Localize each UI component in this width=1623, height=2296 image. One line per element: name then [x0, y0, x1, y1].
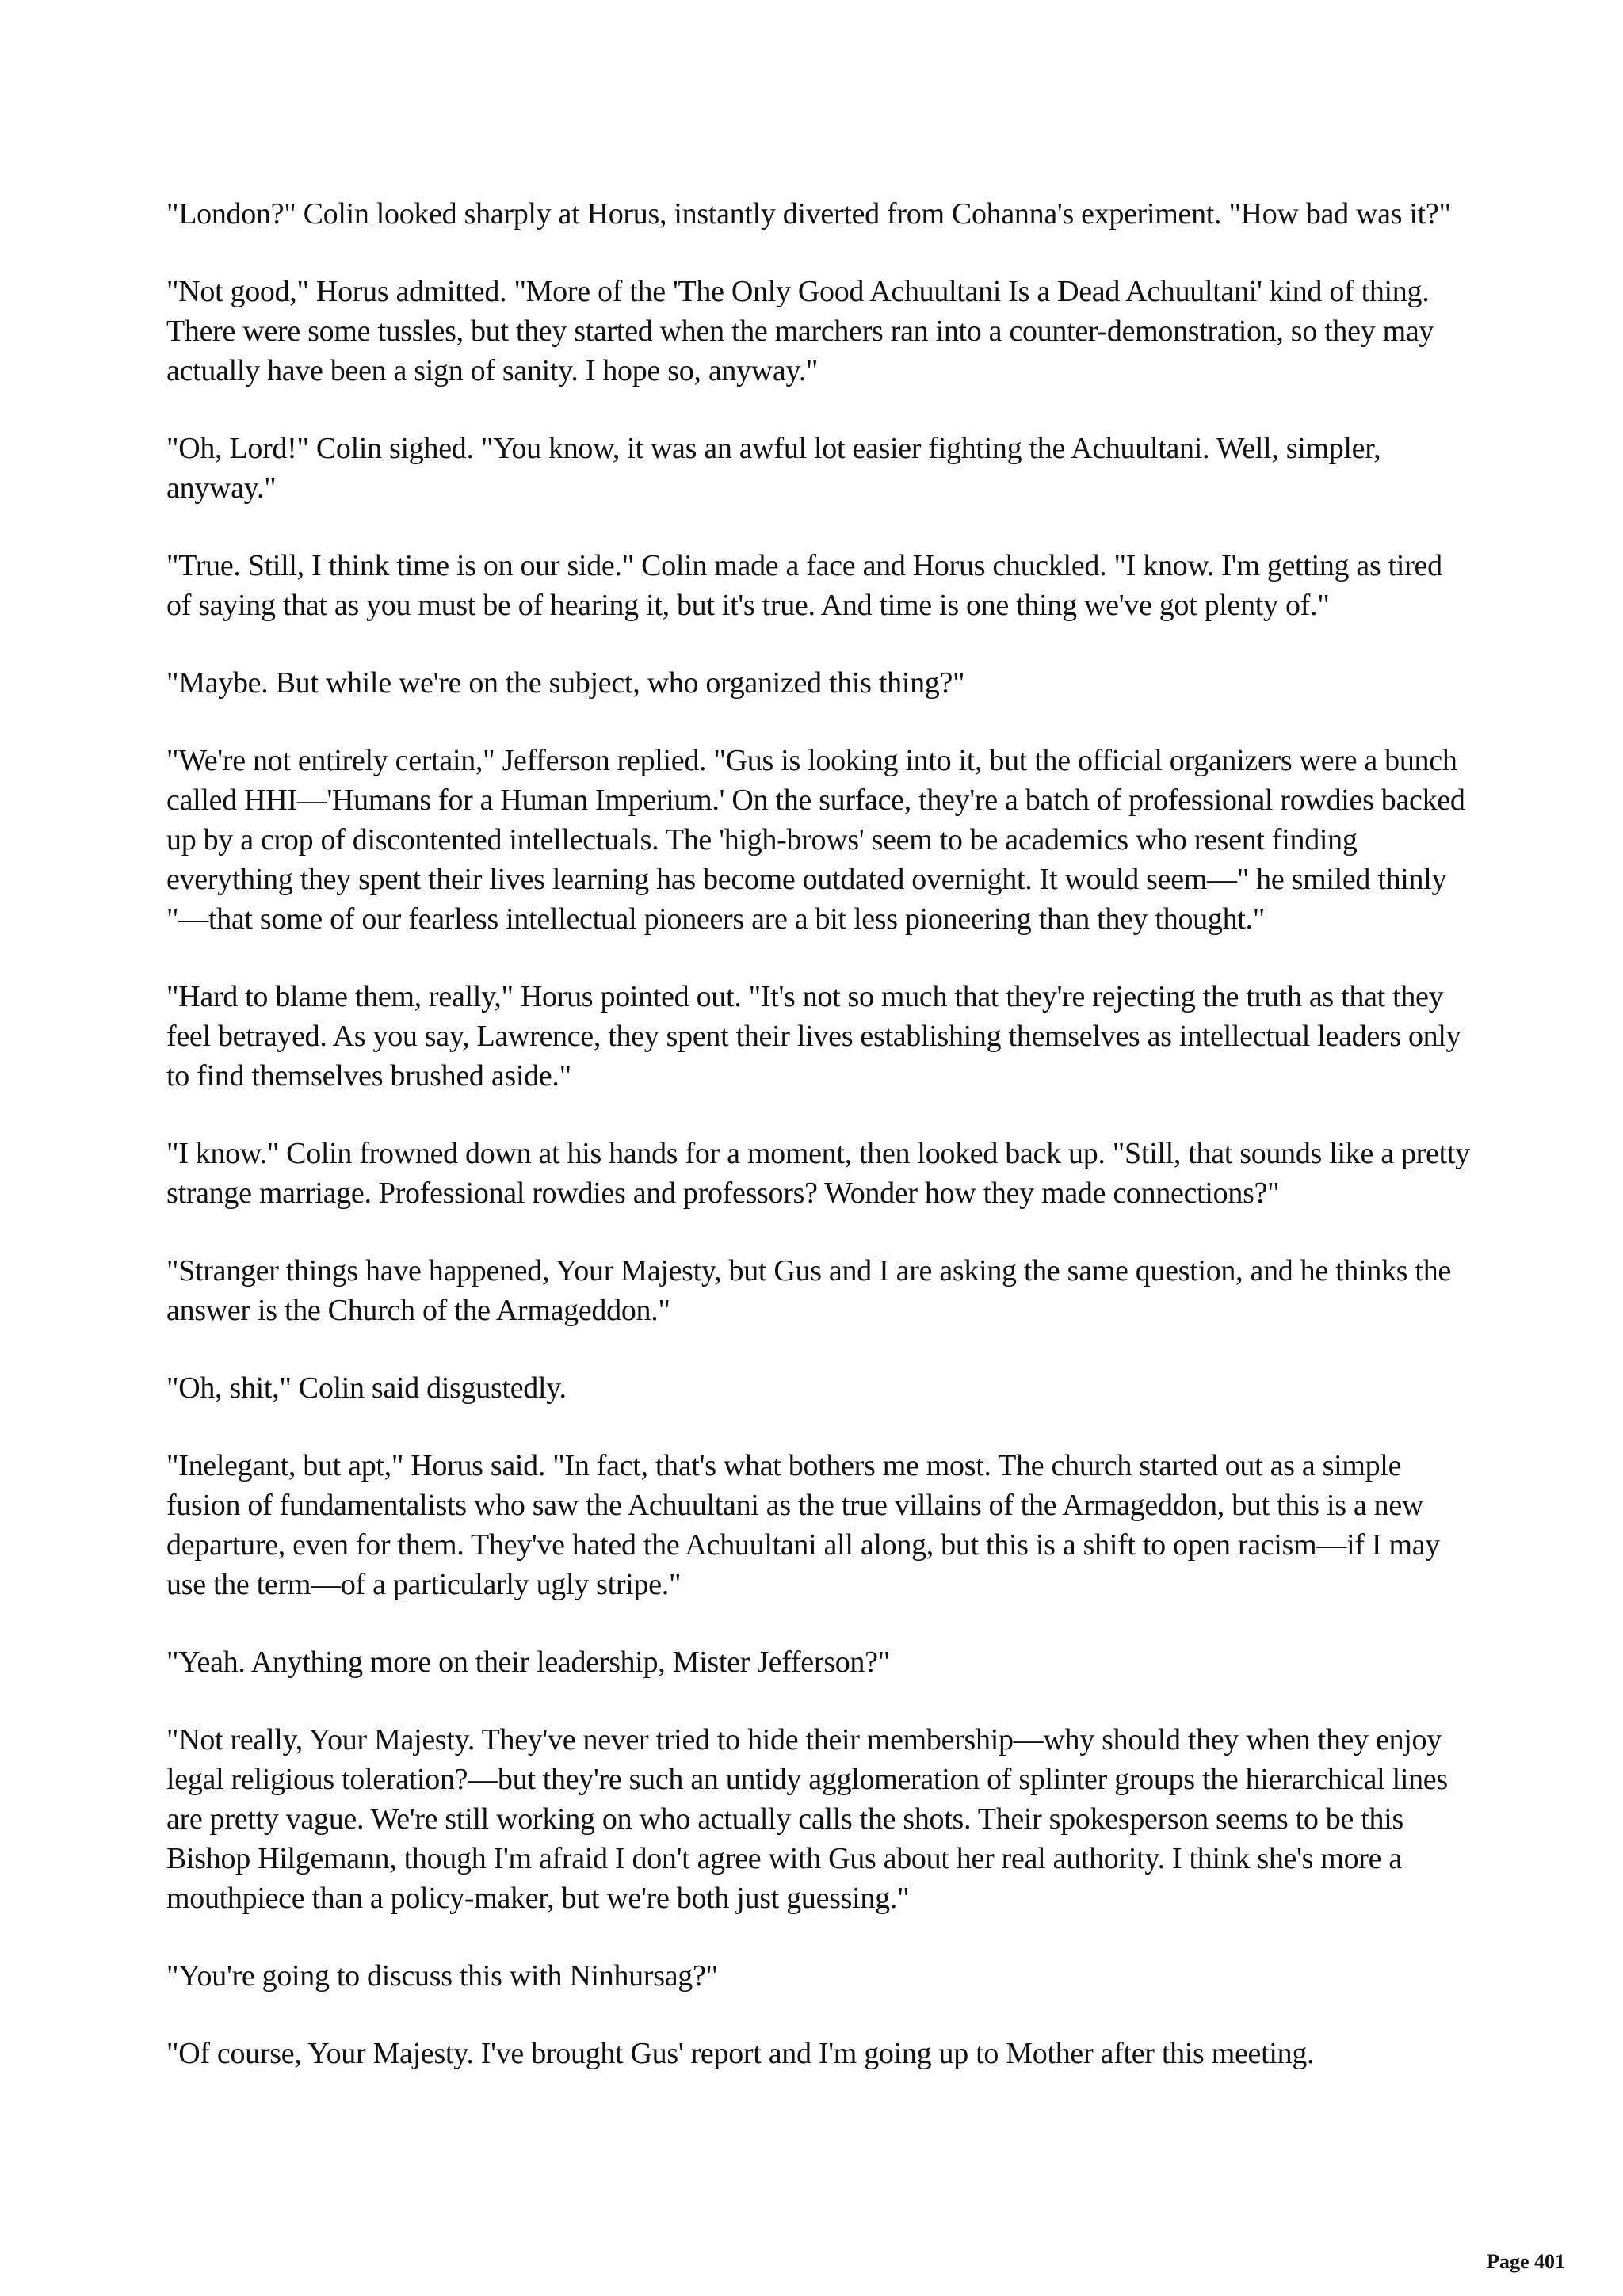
paragraph: "Maybe. But while we're on the subject, who organized this thing?": [166, 666, 965, 700]
paragraph: "I know." Colin frowned down at his hands for a moment, then looked back up. "Still, that sounds like a pretty strange marriage. Professional rowdies and professors? Wonder how they made connections?": [166, 1137, 1470, 1210]
paragraph: "Oh, shit," Colin said disgustedly.: [166, 1371, 567, 1405]
paragraph: "Not really, Your Majesty. They've never tried to hide their membership—why should they when they enjoy legal religious toleration?—but they're such an untidy agglomeration of splinter groups the hierarchical lines are pretty vague. We're still working on who actually calls the shots. Their spokesperson seems to be this Bishop Hilgemann, though I'm afraid I don't agree with Gus about her real authority. I think she's more a mouthpiece than a policy-maker, but we're both just guessing.": [166, 1723, 1448, 1915]
paragraph: "London?" Colin looked sharply at Horus, instantly diverted from Cohanna's experiment. "How bad was it?": [166, 197, 1451, 231]
paragraph: "Inelegant, but apt," Horus said. "In fact, that's what bothers me most. The church started out as a simple fusion of fundamentalists who saw the Achuultani as the true villains of the Armageddon, but this is a new departure, even for them. They've hated the Achuultani all along, but this is a shift to open racism—if I may use the term—of a particularly ugly stripe.": [166, 1449, 1440, 1601]
paragraph: "Not good," Horus admitted. "More of the 'The Only Good Achuultani Is a Dead Achuultani' kind of thing. There were some tussles, but they started when the marchers ran into a counter-demonstration, so they may actually have been a sign of sanity. I hope so, anyway.": [166, 275, 1434, 387]
paragraph: "Hard to blame them, really," Horus pointed out. "It's not so much that they're rejecting the truth as that they feel betrayed. As you say, Lawrence, they spent their lives establishing themselves as intellectual leaders only to find themselves brushed aside.": [166, 980, 1461, 1093]
paragraph: "Yeah. Anything more on their leadership, Mister Jefferson?": [166, 1646, 890, 1679]
text-body: [166, 194, 1474, 2111]
paragraph: "Oh, Lord!" Colin sighed. "You know, it was an awful lot easier fighting the Achuultani. Well, simpler, anyway.": [166, 432, 1381, 505]
paragraph: "We're not entirely certain," Jefferson replied. "Gus is looking into it, but the official organizers were a bunch called HHI—'Humans for a Human Imperium.' On the surface, they're a batch of professional rowdies backed up by a crop of discontented intellectuals. The 'high-brows' seem to be academics who resent finding everything they spent their lives learning has become outdated overnight. It would seem—" he smiled thinly "—that some of our fearless intellectual pioneers are a bit less pioneering than they thought.": [166, 744, 1465, 936]
page-number: Page 401: [1487, 2250, 1565, 2273]
paragraph: "You're going to discuss this with Ninhursag?": [166, 1959, 718, 1993]
paragraph: "Of course, Your Majesty. I've brought Gus' report and I'm going up to Mother after this meeting.: [166, 2037, 1315, 2070]
paragraph: "Stranger things have happened, Your Majesty, but Gus and I are asking the same question, and he thinks the answer is the Church of the Armageddon.": [166, 1254, 1451, 1327]
paragraph: "True. Still, I think time is on our side." Colin made a face and Horus chuckled. "I know. I'm getting as tired of saying that as you must be of hearing it, but it's true. And time is one thing we've got plenty of.": [166, 549, 1442, 622]
